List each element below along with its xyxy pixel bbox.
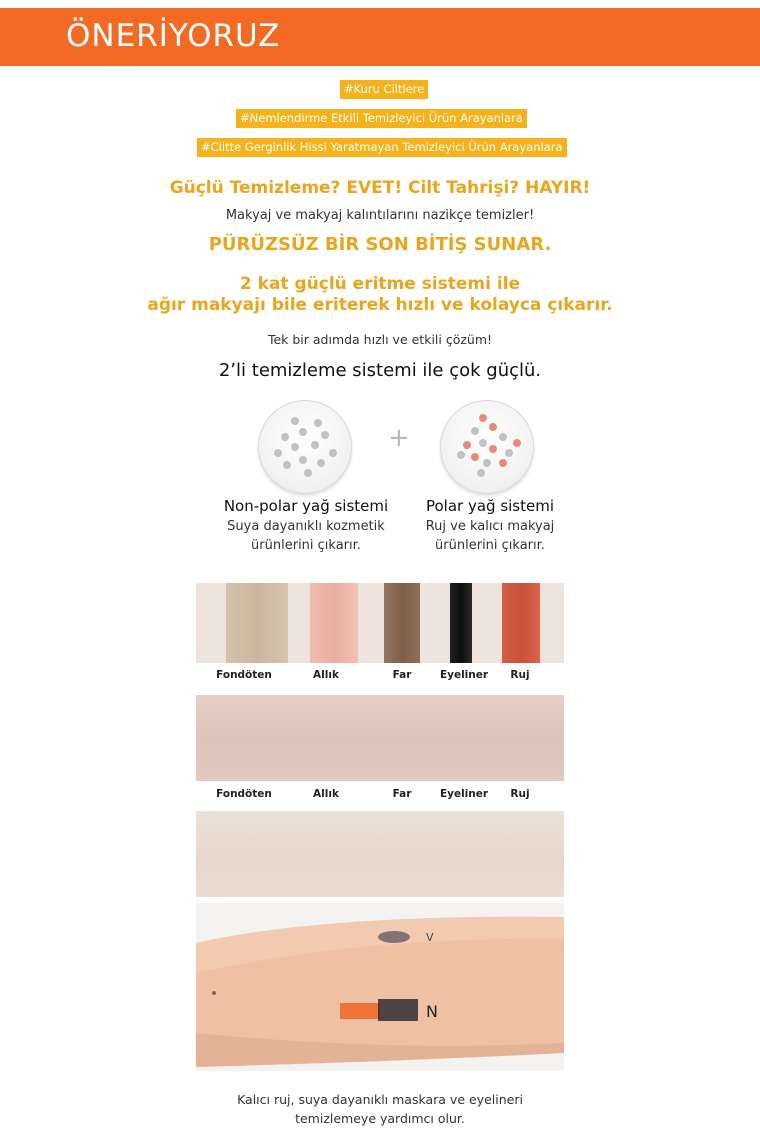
polar-desc-2: ürünlerini çıkarır. [435,538,545,553]
arm-mark-1: V [426,931,434,944]
label-eyeliner: Eyeliner [439,669,489,681]
blush-swatch [310,583,358,663]
eyeshadow-swatch [384,583,420,663]
swatch-labels-bottom [196,788,564,808]
page-header [0,8,760,66]
melt-line-1: 2 kat güçlü eritme sistemi ile [239,274,521,294]
tag-no-tightness: #Ciltte Gerginlik Hissi Yaratmayan Temizleyici Ürün Arayanlara [197,138,567,157]
swatch-clean-image [196,811,564,897]
label-foundation: Fondöten [216,788,272,800]
plus-icon: + [388,423,410,453]
polar-oil-circle [440,400,534,494]
melt-line-2: ağır makyajı bile eriterek hızlı ve kolayca çıkarır. [147,295,613,315]
swatch-melted-image [196,695,564,781]
label-blush: Allık [313,669,339,681]
label-blush: Allık [313,788,339,800]
subline: Makyaj ve makyaj kalıntılarını nazikçe temizler! [225,208,535,223]
arm-test-image [196,903,564,1071]
headline: Güçlü Temizleme? EVET! Cilt Tahrişi? HAYIR! [169,178,591,198]
polar-title: Polar yağ sistemi [425,497,555,515]
caption-line-2: temizlemeye yardımcı olur. [295,1111,465,1126]
non-polar-oil-circle [258,400,352,494]
non-polar-title: Non-polar yağ sistemi [223,497,389,515]
finish-text: PÜRÜZSÜZ BİR SON BİTİŞ SUNAR. [208,234,552,255]
swatch-before-image [196,583,564,663]
foundation-swatch [226,583,288,663]
tag-moisturizing: #Nemlendirme Etkili Temizleyici Ürün Arayanlara [236,109,527,128]
polar-label [380,497,600,555]
label-lipstick: Ruj [510,788,530,800]
page-title: ÖNERİYORUZ [66,18,281,54]
non-polar-desc-1: Suya dayanıklı kozmetik [227,519,385,534]
caption-line-1: Kalıcı ruj, suya dayanıklı maskara ve eyelineri [237,1092,523,1107]
swatch-labels-top [196,669,564,689]
tag-dry-skin: #Kuru Ciltlere [340,80,428,99]
lipstick-swatch [502,583,540,663]
polar-desc-1: Ruj ve kalıcı makyaj [425,519,555,534]
arm-mark-2: N [426,1002,438,1021]
dual-system-title: 2’li temizleme sistemi ile çok güçlü. [218,360,542,381]
label-foundation: Fondöten [216,669,272,681]
label-eyeshadow: Far [392,669,412,681]
label-eyeshadow: Far [392,788,412,800]
label-lipstick: Ruj [510,669,530,681]
label-eyeliner: Eyeliner [439,788,489,800]
one-step-text: Tek bir adımda hızlı ve etkili çözüm! [267,332,493,347]
non-polar-desc-2: ürünlerini çıkarır. [251,538,361,553]
eyeliner-swatch [450,583,472,663]
